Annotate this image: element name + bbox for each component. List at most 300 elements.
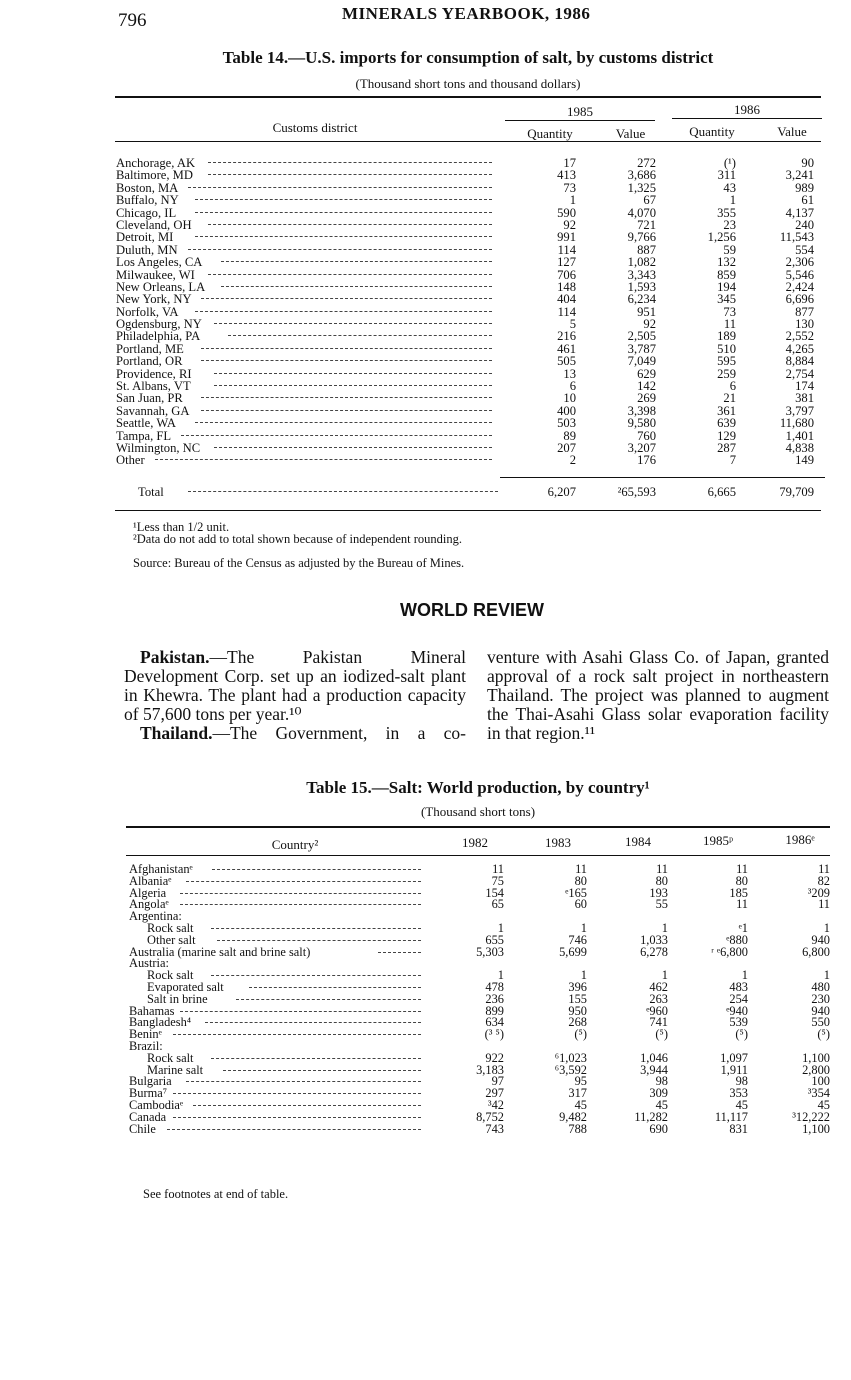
table14-value-1985-cell: 629 xyxy=(637,366,656,381)
table14-quantity-1986-cell: 510 xyxy=(717,341,736,356)
table14-value-1985-cell: 760 xyxy=(637,428,656,443)
table14-col-district: Customs district xyxy=(272,120,358,135)
page-number: 796 xyxy=(118,10,147,31)
table14-district-cell: Boston, MA xyxy=(116,180,179,195)
table15-leader-dots xyxy=(211,1058,421,1059)
table14-leader-dots xyxy=(181,435,492,436)
table15-value-cell: 478 xyxy=(485,979,504,994)
table15-value-cell: ᵉ960 xyxy=(646,1003,668,1018)
table14-value-1986-cell: 174 xyxy=(795,379,814,394)
table14-leader-dots xyxy=(201,360,492,361)
table15-leader-dots xyxy=(173,1034,421,1035)
table14-row xyxy=(116,182,826,194)
table15-country-cell: Rock salt xyxy=(147,1050,194,1065)
table14-value-1986-cell: 5,546 xyxy=(785,267,814,282)
table14-quantity-1985-cell: 114 xyxy=(557,242,576,257)
table14-total-v85: ²65,593 xyxy=(617,485,656,499)
table14-district-cell: Wilmington, NC xyxy=(116,440,201,455)
table14-value-1985-cell: 92 xyxy=(643,317,656,332)
table14-value-1985-cell: 272 xyxy=(637,156,656,170)
table15-value-cell: ᵉ940 xyxy=(726,1003,748,1018)
table15-leader-dots xyxy=(211,928,421,929)
table15-value-cell: 922 xyxy=(485,1050,504,1065)
table14-leader-dots xyxy=(208,162,492,163)
lead-pakistan: Pakistan. xyxy=(140,647,210,667)
table14-col-quantity-1985: Quantity xyxy=(527,126,573,141)
table15-row xyxy=(129,1121,834,1136)
table14-district-cell: Portland, OR xyxy=(116,354,183,369)
table15-value-cell: ³12,222 xyxy=(792,1109,830,1124)
table15-value-cell: 75 xyxy=(491,873,504,888)
table15-value-cell: ³42 xyxy=(487,1097,504,1112)
table14-value-1985-cell: 721 xyxy=(637,217,656,232)
table14-value-1985-cell: 9,580 xyxy=(627,416,656,431)
table15-value-cell: 746 xyxy=(568,932,587,947)
table14-quantity-1985-cell: 207 xyxy=(557,440,576,455)
table14-quantity-1986-cell: 132 xyxy=(717,255,736,270)
table15-row xyxy=(129,1076,834,1088)
table14-quantity-1985-cell: 461 xyxy=(557,341,576,356)
table15-value-cell: 60 xyxy=(574,897,587,912)
table14-leader-dots xyxy=(195,422,492,423)
table15-value-cell: 690 xyxy=(649,1121,668,1136)
table14-bottom-rule xyxy=(115,510,821,511)
table15-top-rule xyxy=(126,826,830,828)
table15-leader-dots xyxy=(167,1129,421,1130)
table14-value-1986-cell: 130 xyxy=(795,317,814,332)
table14-district-cell: Philadelphia, PA xyxy=(116,329,201,344)
table14-row xyxy=(116,380,826,392)
table15-value-cell: 480 xyxy=(811,979,830,994)
table14-quantity-1986-cell: 355 xyxy=(717,205,736,220)
world-review-column-2: venture with Asahi Glass Co. of Japan, granted approval of a rock salt project in northeastern Thailand. The project was planned to augment the Thai-Asahi Glass solar evaporation facility in that region.¹¹ xyxy=(487,647,829,743)
table14-quantity-1986-cell: 43 xyxy=(723,180,736,195)
table14-quantity-1985-cell: 400 xyxy=(557,403,576,418)
table14-quantity-1985-cell: 6 xyxy=(569,379,576,394)
table15-value-cell: 1 xyxy=(580,968,587,983)
table15-value-cell: 6,278 xyxy=(640,944,668,959)
paragraph-thailand xyxy=(124,724,466,743)
table14-value-1985-cell: 9,766 xyxy=(627,230,656,245)
table14-quantity-1985-cell: 1 xyxy=(569,193,576,208)
table15-row xyxy=(129,899,834,911)
table14-quantity-1986-cell: (¹) xyxy=(723,156,736,170)
table15-row xyxy=(129,1088,834,1100)
table15-country-cell: Rock salt xyxy=(147,968,194,983)
table15-leader-dots xyxy=(180,1011,421,1012)
table15-value-cell: ᵉ165 xyxy=(565,885,587,900)
table15-row xyxy=(129,885,834,900)
table14-value-1985-cell: 3,343 xyxy=(627,267,656,282)
table15-country-cell: Austria: xyxy=(129,956,169,971)
table15-value-cell: 55 xyxy=(655,897,668,912)
table15-country-cell: Other salt xyxy=(147,932,196,947)
table14-district-cell: Ogdensburg, NY xyxy=(116,317,202,332)
table14-row xyxy=(116,392,826,404)
table15-value-cell: (³ ⁵) xyxy=(484,1027,504,1042)
table14-header-rule xyxy=(115,141,821,142)
table14-quantity-1985-cell: 706 xyxy=(557,267,576,282)
table15-value-cell: 11 xyxy=(818,862,830,876)
table15-country-cell: Albaniaᵉ xyxy=(129,873,172,888)
table14-quantity-1986-cell: 345 xyxy=(717,292,736,307)
table14-quantity-1985-cell: 148 xyxy=(557,279,576,294)
table14-year1986: 1986 xyxy=(734,102,760,117)
table15-leader-dots xyxy=(205,1022,421,1023)
table14-leader-dots xyxy=(201,348,492,349)
table15-value-cell: 100 xyxy=(811,1074,830,1089)
table14-leader-dots xyxy=(221,286,492,287)
world-review-column-1 xyxy=(124,648,466,743)
table14-quantity-1986-cell: 361 xyxy=(717,403,736,418)
table15-leader-dots xyxy=(173,1093,421,1094)
table14-value-1986-cell: 877 xyxy=(795,304,814,319)
table14-value-1985-cell: 4,070 xyxy=(627,205,656,220)
table15-row xyxy=(129,944,834,959)
table15-col-1983: 1983 xyxy=(545,835,571,850)
table14-total-label: Total xyxy=(138,485,164,499)
table15-row xyxy=(129,911,834,923)
table14-quantity-1986-cell: 7 xyxy=(729,453,736,468)
table14-total-rule xyxy=(500,477,825,478)
table14-year1985: 1985 xyxy=(567,104,593,119)
table15-value-cell: 6,800 xyxy=(802,944,830,959)
text-pakistan: —The Pakistan Mineral Development Corp. set up an iodized-salt plant in Khewra. The plant had a production capacity of 57,600 tons per year.¹⁰ xyxy=(124,647,466,724)
table14-value-1985-cell: 1,325 xyxy=(627,180,656,195)
table14-quantity-1986-cell: 287 xyxy=(717,440,736,455)
table15-value-cell: 5,303 xyxy=(476,944,504,959)
table15-country-cell: Salt in brine xyxy=(147,991,208,1006)
table15-leader-dots xyxy=(180,893,421,894)
table15-leader-dots xyxy=(180,904,421,905)
table15-value-cell: 8,752 xyxy=(476,1109,504,1124)
table14-quantity-1986-cell: 189 xyxy=(717,329,736,344)
table14-total-row xyxy=(116,486,826,498)
table14-total-v86: 79,709 xyxy=(779,485,814,499)
table15-leader-dots xyxy=(212,869,421,870)
table15-col-1982: 1982 xyxy=(462,835,488,850)
table15-col-country: Country² xyxy=(271,837,319,852)
table15-country-cell: Canada xyxy=(129,1109,167,1124)
table14-row xyxy=(116,306,826,318)
table14-leader-dots xyxy=(195,199,492,200)
table15-value-cell: ⁶3,592 xyxy=(554,1062,587,1077)
table15-country-cell: Evaporated salt xyxy=(147,979,224,994)
table15-row xyxy=(129,1017,834,1029)
table14-leader-dots xyxy=(214,385,492,386)
table15-row xyxy=(129,864,834,876)
table15-value-cell: (⁵) xyxy=(817,1027,830,1042)
table14-quantity-1985-cell: 127 xyxy=(557,255,576,270)
table14-district-cell: Providence, RI xyxy=(116,366,192,381)
table14-value-1985-cell: 2,505 xyxy=(627,329,656,344)
table14-quantity-1985-cell: 404 xyxy=(557,292,576,307)
table14-year1986-rule xyxy=(672,118,822,119)
table15-value-cell: ʳ ᵉ6,800 xyxy=(711,944,748,959)
table14-row xyxy=(116,169,826,181)
table15-value-cell: 743 xyxy=(485,1121,504,1136)
table15-value-cell: 1,046 xyxy=(640,1050,668,1065)
table15-value-cell: 11 xyxy=(736,897,748,912)
table15-value-cell: ⁶1,023 xyxy=(554,1050,587,1065)
table14-subtitle: (Thousand short tons and thousand dollars) xyxy=(355,76,581,91)
table14-quantity-1986-cell: 595 xyxy=(717,354,736,369)
table15-value-cell: 1 xyxy=(661,968,668,983)
table14-district-cell: San Juan, PR xyxy=(116,391,183,406)
table14-leader-dots xyxy=(195,311,492,312)
table14-quantity-1985-cell: 10 xyxy=(563,391,576,406)
table15-value-cell: 1,100 xyxy=(802,1050,830,1065)
table14-quantity-1986-cell: 129 xyxy=(717,428,736,443)
table14-value-1985-cell: 3,686 xyxy=(627,168,656,183)
table15-value-cell: ᵉ880 xyxy=(726,932,748,947)
table14-district-cell: Norfolk, VA xyxy=(116,304,179,319)
table15-value-cell: 741 xyxy=(649,1015,668,1030)
table14-quantity-1985-cell: 13 xyxy=(563,366,576,381)
table15-value-cell: 98 xyxy=(735,1074,748,1089)
table15-country-cell: Chile xyxy=(129,1121,156,1136)
table14-row xyxy=(116,368,826,380)
table15-row xyxy=(129,873,834,888)
table14-district-cell: Milwaukee, WI xyxy=(116,267,195,282)
table15-value-cell: 297 xyxy=(485,1086,504,1101)
table15-value-cell: 1 xyxy=(823,920,830,935)
table15-country-cell: Bulgaria xyxy=(129,1074,172,1089)
table14-value-1986-cell: 11,680 xyxy=(779,416,814,431)
table14-quantity-1986-cell: 1,256 xyxy=(707,230,736,245)
table14-quantity-1986-cell: 59 xyxy=(723,242,736,257)
table15-value-cell: 3,944 xyxy=(640,1062,668,1077)
table15-value-cell: 80 xyxy=(735,873,748,888)
table14-value-1986-cell: 3,797 xyxy=(785,403,814,418)
table15-footnote: See footnotes at end of table. xyxy=(143,1187,289,1201)
table15-value-cell: 5,699 xyxy=(559,944,587,959)
table14-quantity-1986-cell: 859 xyxy=(717,267,736,282)
table15-value-cell: 98 xyxy=(655,1074,668,1089)
table14-year1985-rule xyxy=(505,120,655,121)
table14-quantity-1986-cell: 21 xyxy=(723,391,736,406)
table15-row xyxy=(129,1109,834,1124)
table14-value-1986-cell: 989 xyxy=(795,180,814,195)
table14-value-1985-cell: 6,234 xyxy=(627,292,656,307)
table15-value-cell: 155 xyxy=(568,991,587,1006)
table15-value-cell: (⁵) xyxy=(574,1027,587,1042)
table14-row xyxy=(116,207,826,219)
table14-leader-dots xyxy=(195,236,492,237)
table15-value-cell: 82 xyxy=(817,873,830,888)
table14-total-q85: 6,207 xyxy=(547,485,576,499)
table15-row xyxy=(129,970,834,982)
table14-value-1985-cell: 951 xyxy=(637,304,656,319)
table15-value-cell: 3,183 xyxy=(476,1062,504,1077)
table14-district-cell: New Orleans, LA xyxy=(116,279,206,294)
table15-col-1985p: 1985ᵖ xyxy=(702,833,734,848)
table14-quantity-1985-cell: 2 xyxy=(569,453,576,468)
table14-value-1986-cell: 381 xyxy=(795,391,814,406)
table15-value-cell: 1 xyxy=(497,968,504,983)
table15-row xyxy=(129,1062,834,1077)
table15-value-cell: 1 xyxy=(741,968,748,983)
table15-value-cell: 11 xyxy=(575,862,587,876)
table14-district-cell: Los Angeles, CA xyxy=(116,255,203,270)
table15-value-cell: 940 xyxy=(811,1003,830,1018)
table15-leader-dots xyxy=(193,1105,421,1106)
table15-value-cell: 45 xyxy=(817,1097,830,1112)
table15-value-cell: 1,033 xyxy=(640,932,668,947)
table14-value-1986-cell: 4,137 xyxy=(785,205,814,220)
table14-quantity-1985-cell: 114 xyxy=(557,304,576,319)
table15-value-cell: 539 xyxy=(729,1015,748,1030)
table15-country-cell: Bangladesh⁴ xyxy=(129,1015,192,1030)
table15-leader-dots xyxy=(236,999,421,1000)
table14-value-1985-cell: 269 xyxy=(637,391,656,406)
table15-leader-dots xyxy=(223,1070,421,1071)
table15-country-cell: Afghanistanᵉ xyxy=(129,862,193,876)
table14-quantity-1986-cell: 6 xyxy=(729,379,736,394)
table14-quantity-1985-cell: 89 xyxy=(563,428,576,443)
table15-country-cell: Marine salt xyxy=(147,1062,204,1077)
table15-value-cell: 254 xyxy=(729,991,748,1006)
table15-value-cell: 11,117 xyxy=(714,1109,748,1124)
table14-district-cell: Portland, ME xyxy=(116,341,184,356)
table14-value-1985-cell: 67 xyxy=(643,193,656,208)
lead-thailand: Thailand. xyxy=(140,723,213,743)
table14-district-cell: Tampa, FL xyxy=(116,428,172,443)
table14-row xyxy=(116,442,826,454)
table15-value-cell: 1,100 xyxy=(802,1121,830,1136)
table14-row xyxy=(116,417,826,429)
table14-footnote-2: ²Data do not add to total shown because of independent rounding. xyxy=(133,532,463,546)
table15-value-cell: 11 xyxy=(818,897,830,912)
table15-leader-dots xyxy=(249,987,421,988)
table15-value-cell: ³209 xyxy=(807,885,830,900)
table14-body xyxy=(116,157,826,467)
table15-country-cell: Burma⁷ xyxy=(129,1086,168,1101)
table15-value-cell: 317 xyxy=(568,1086,587,1101)
table15-value-cell: 899 xyxy=(485,1003,504,1018)
table15-value-cell: 45 xyxy=(655,1097,668,1112)
table15-value-cell: 483 xyxy=(729,979,748,994)
table14-leader-dots xyxy=(155,459,492,460)
table15-col-1986e: 1986ᵉ xyxy=(785,832,815,847)
table14-col-quantity-1986: Quantity xyxy=(689,124,735,139)
table14-top-rule xyxy=(115,96,821,98)
table15-row xyxy=(129,979,834,994)
table14-quantity-1985-cell: 413 xyxy=(557,168,576,183)
table14-row xyxy=(116,330,826,342)
table14-value-1986-cell: 90 xyxy=(801,156,814,170)
table15-leader-dots xyxy=(186,1081,421,1082)
table15-value-cell: 1 xyxy=(661,920,668,935)
table14-leader-dots xyxy=(221,261,492,262)
table15-value-cell: 634 xyxy=(485,1015,504,1030)
table14-value-1986-cell: 554 xyxy=(795,242,814,257)
table14-district-cell: Duluth, MN xyxy=(116,242,178,257)
table14-quantity-1985-cell: 505 xyxy=(557,354,576,369)
table15-country-cell: Beninᵉ xyxy=(129,1027,162,1042)
table15-value-cell: 230 xyxy=(811,991,830,1006)
table15-value-cell: (⁵) xyxy=(655,1027,668,1042)
table14-title: Table 14.—U.S. imports for consumption of salt, by customs district xyxy=(222,48,714,67)
table14-quantity-1986-cell: 639 xyxy=(717,416,736,431)
table14-leader-dots xyxy=(208,274,492,275)
table14-district-cell: New York, NY xyxy=(116,292,192,307)
table15-country-cell: Argentina: xyxy=(129,909,182,924)
table15-country-cell: Algeria xyxy=(129,885,167,900)
table15-value-cell: 154 xyxy=(485,885,504,900)
table15-leader-dots xyxy=(186,881,421,882)
table15-value-cell: 80 xyxy=(655,873,668,888)
table14-quantity-1986-cell: 23 xyxy=(723,217,736,232)
table14-district-cell: Seattle, WA xyxy=(116,416,176,431)
table15-leader-dots xyxy=(378,952,421,953)
table15-value-cell: 1,097 xyxy=(720,1050,748,1065)
table15-value-cell: 11,282 xyxy=(634,1109,668,1124)
table14-value-1985-cell: 3,398 xyxy=(627,403,656,418)
table15-value-cell: 1 xyxy=(497,920,504,935)
table14-quantity-1986-cell: 1 xyxy=(729,193,736,208)
table14-leader-dots xyxy=(201,397,492,398)
table15-value-cell: 236 xyxy=(485,991,504,1006)
table14-value-1986-cell: 6,696 xyxy=(785,292,814,307)
table14-quantity-1985-cell: 5 xyxy=(569,317,576,332)
table15-subtitle: (Thousand short tons) xyxy=(420,804,536,819)
table15-value-cell: (⁵) xyxy=(735,1027,748,1042)
table14-quantity-1985-cell: 73 xyxy=(563,180,576,195)
table14-source: Source: Bureau of the Census as adjusted by the Bureau of Mines. xyxy=(133,556,465,570)
table14-value-1986-cell: 2,754 xyxy=(785,366,814,381)
table14-leader-dots xyxy=(228,335,492,336)
table15-value-cell: ³354 xyxy=(807,1086,830,1101)
table14-district-cell: Savannah, GA xyxy=(116,403,190,418)
table14-value-1986-cell: 4,838 xyxy=(785,440,814,455)
table15-row xyxy=(129,958,834,970)
text-thailand: —The Government, in a co- xyxy=(212,723,466,743)
table15-value-cell: 940 xyxy=(811,932,830,947)
table15-value-cell: 45 xyxy=(574,1097,587,1112)
table14-district-cell: Detroit, MI xyxy=(116,230,174,245)
table15-value-cell: 831 xyxy=(729,1121,748,1136)
table15-value-cell: 95 xyxy=(574,1074,587,1089)
table14-value-1986-cell: 2,552 xyxy=(785,329,814,344)
table14-leader-dots xyxy=(195,212,492,213)
table15-value-cell: 263 xyxy=(649,991,668,1006)
table14-value-1986-cell: 149 xyxy=(795,453,814,468)
table14-value-1986-cell: 2,424 xyxy=(785,279,814,294)
table14-leader-dots xyxy=(208,224,492,225)
table14-leader-dots xyxy=(214,323,492,324)
table14-value-1986-cell: 4,265 xyxy=(785,341,814,356)
table14-row xyxy=(116,355,826,367)
table15-leader-dots xyxy=(211,975,421,976)
table14-district-cell: Buffalo, NY xyxy=(116,193,179,208)
table14-value-1986-cell: 8,884 xyxy=(785,354,814,369)
table14-quantity-1986-cell: 194 xyxy=(717,279,736,294)
table15-country-cell: Australia (marine salt and brine salt) xyxy=(129,944,311,959)
table15-value-cell: 11 xyxy=(736,862,748,876)
table15-value-cell: 185 xyxy=(729,885,748,900)
table14-quantity-1985-cell: 216 xyxy=(557,329,576,344)
table14-quantity-1985-cell: 17 xyxy=(563,156,576,170)
table14-leader-dots xyxy=(214,447,492,448)
table15-row xyxy=(129,1029,834,1041)
table15-value-cell: 1 xyxy=(823,968,830,983)
table14-row xyxy=(116,293,826,305)
table14-value-1985-cell: 176 xyxy=(637,453,656,468)
running-title: MINERALS YEARBOOK, 1986 xyxy=(342,4,591,23)
table14-quantity-1985-cell: 991 xyxy=(557,230,576,245)
table15-body xyxy=(129,864,834,1135)
